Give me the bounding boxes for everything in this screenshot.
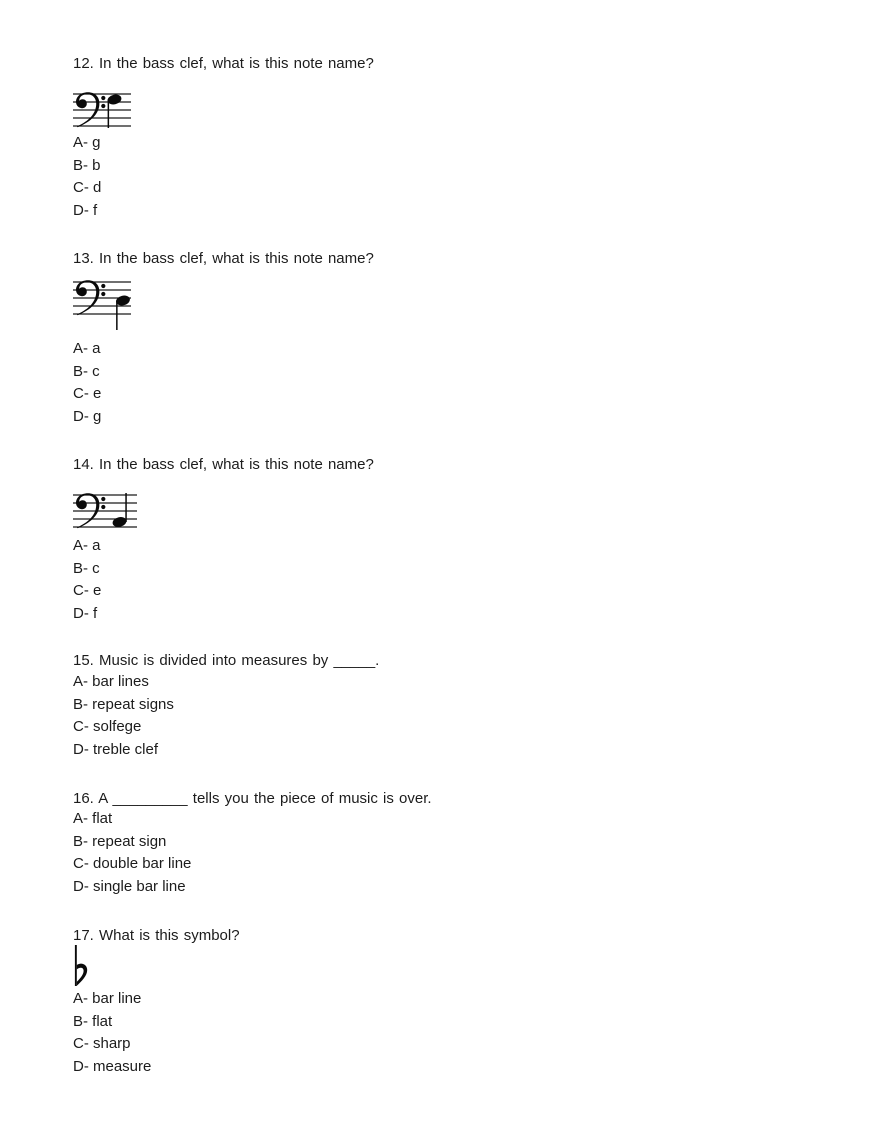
answer-option-b: B- c [73,559,100,577]
answer-option-b: B- repeat sign [73,832,167,850]
question-13-text: 13. In the bass clef, what is this note name? [73,250,374,267]
bass-clef-staff-figure-q14 [73,491,139,531]
answer-option-a: A- a [73,340,101,357]
answer-option-c: C- d [73,179,102,197]
flat-icon [75,945,87,986]
answer-option-d: D- single bar line [73,878,186,896]
answer-option-a: A- bar lines [73,673,149,690]
flat-symbol-figure [74,945,90,987]
question-15-text: 15. Music is divided into measures by _____. [73,652,380,669]
bass-clef-staff-figure-q12 [73,90,131,130]
answer-option-c: C- sharp [73,1035,131,1053]
answer-option-a: A- a [73,537,101,554]
answer-option-b: B- repeat signs [73,695,174,713]
question-15 [73,651,379,762]
answer-option-b: B- c [73,362,100,380]
answer-option-c: C- solfege [73,718,142,736]
answer-list [73,808,432,899]
answer-option-b: B- flat [73,1012,113,1030]
answer-list [73,132,374,223]
bass-clef-staff-figure-q13 [73,278,131,332]
answer-option-c: C- e [73,385,102,403]
question-13 [73,249,374,429]
question-14 [73,455,374,626]
answer-option-c: C- e [73,582,102,600]
answer-list [73,671,379,762]
answer-option-c: C- double bar line [73,855,192,873]
answer-list [73,338,374,429]
question-12-text: 12. In the bass clef, what is this note name? [73,55,374,72]
answer-option-d: D- treble clef [73,741,159,759]
question-17-text: 17. What is this symbol? [73,927,240,944]
answer-list [73,535,374,626]
question-16-text: 16. A _________ tells you the piece of music is over. [73,790,432,807]
question-12 [73,54,374,223]
answer-list [73,988,240,1079]
answer-option-a: A- bar line [73,990,142,1007]
answer-option-d: D- f [73,605,98,623]
question-16 [73,789,432,899]
answer-option-a: A- flat [73,810,113,827]
note-icon [115,294,131,330]
question-17 [73,926,240,1079]
answer-option-d: D- g [73,408,102,426]
answer-option-d: D- measure [73,1058,152,1076]
answer-option-d: D- f [73,202,98,220]
answer-option-b: B- b [73,156,101,174]
answer-option-a: A- g [73,134,101,151]
question-14-text: 14. In the bass clef, what is this note name? [73,456,374,473]
